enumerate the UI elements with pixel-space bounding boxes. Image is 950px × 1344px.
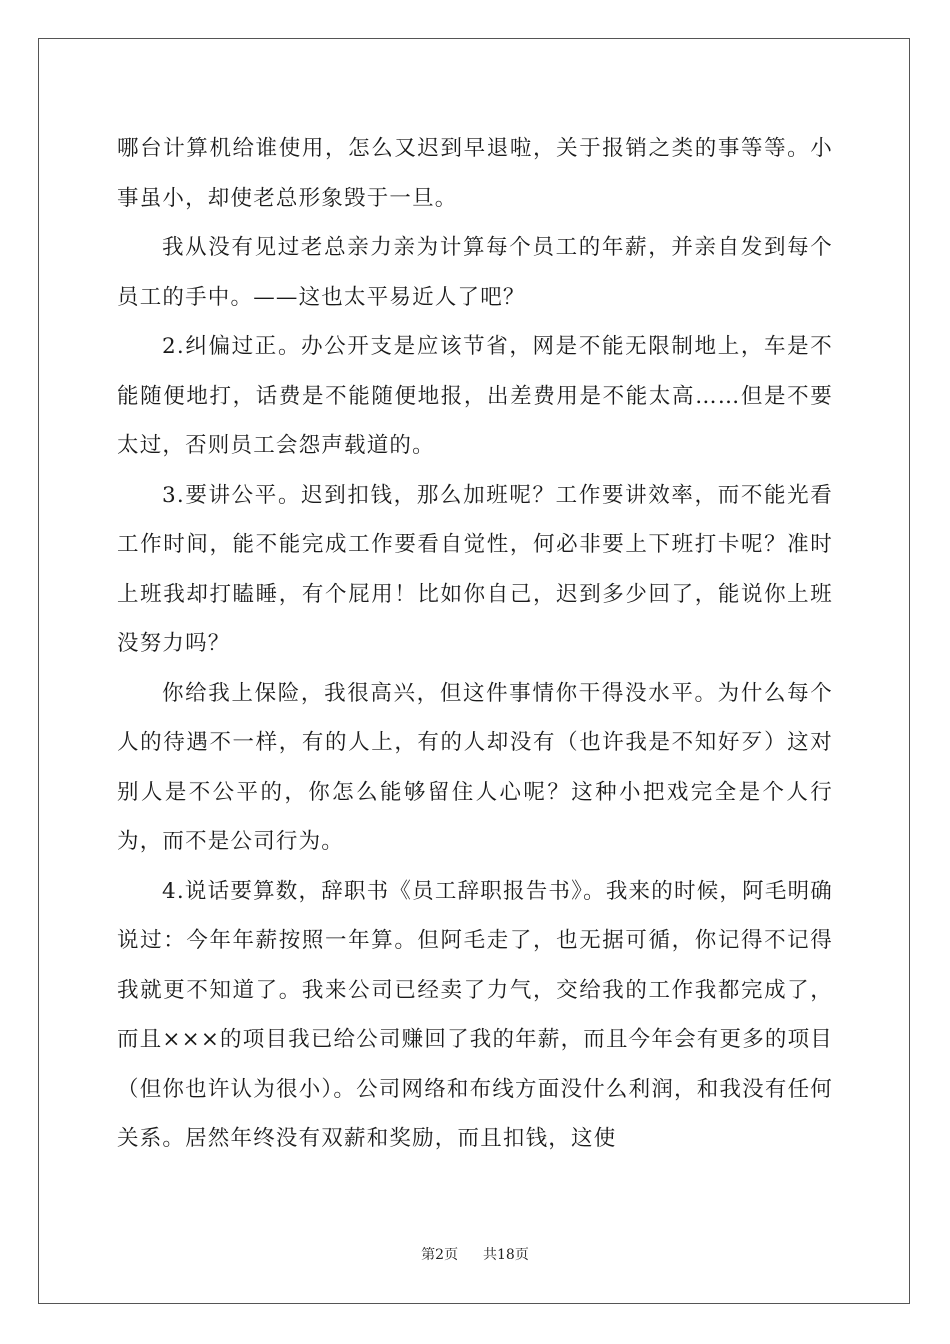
- paragraph-1: 哪台计算机给谁使用，怎么又迟到早退啦，关于报销之类的事等等。小事虽小，却使老总形象毁于一旦。: [117, 136, 833, 211]
- paragraph-2: 我从没有见过老总亲力亲为计算每个员工的年薪，并亲自发到每个员工的手中。——这也太平易近人了吧？: [117, 235, 833, 310]
- total-pages: 共18页: [483, 1247, 529, 1263]
- current-page-number: 第2页: [421, 1247, 459, 1263]
- paragraph-4: 3.要讲公平。迟到扣钱，那么加班呢？工作要讲效率，而不能光看工作时间，能不能完成工作要看自觉性，何必非要上下班打卡呢？准时上班我却打瞌睡，有个屁用！比如你自己，迟到多少回了，能说你上班没努力吗？: [117, 482, 833, 656]
- paragraph-6: 4.说话要算数，辞职书《员工辞职报告书》。我来的时候，阿毛明确说过：今年年薪按照一年算。但阿毛走了，也无据可循，你记得不记得我就更不知道了。我来公司已经卖了力气，交给我的工作我都完成了，而且×××的项目我已给公司赚回了我的年薪，而且今年会有更多的项目（但你也许认为很小）。公司网络和布线方面没什么利润，和我没有任何关系。居然年终没有双薪和奖励，而且扣钱，这使: [117, 878, 833, 1151]
- paragraph-3: 2.纠偏过正。办公开支是应该节省，网是不能无限制地上，车是不能随便地打，话费是不能随便地报，出差费用是不能太高……但是不要太过，否则员工会怨声载道的。: [117, 334, 833, 458]
- document-body: [117, 124, 833, 1164]
- page-footer: [0, 1244, 950, 1264]
- paragraph-5: 你给我上保险，我很高兴，但这件事情你干得没水平。为什么每个人的待遇不一样，有的人上，有的人却没有（也许我是不知好歹）这对别人是不公平的，你怎么能够留住人心呢？这种小把戏完全是个人行为，而不是公司行为。: [117, 680, 833, 854]
